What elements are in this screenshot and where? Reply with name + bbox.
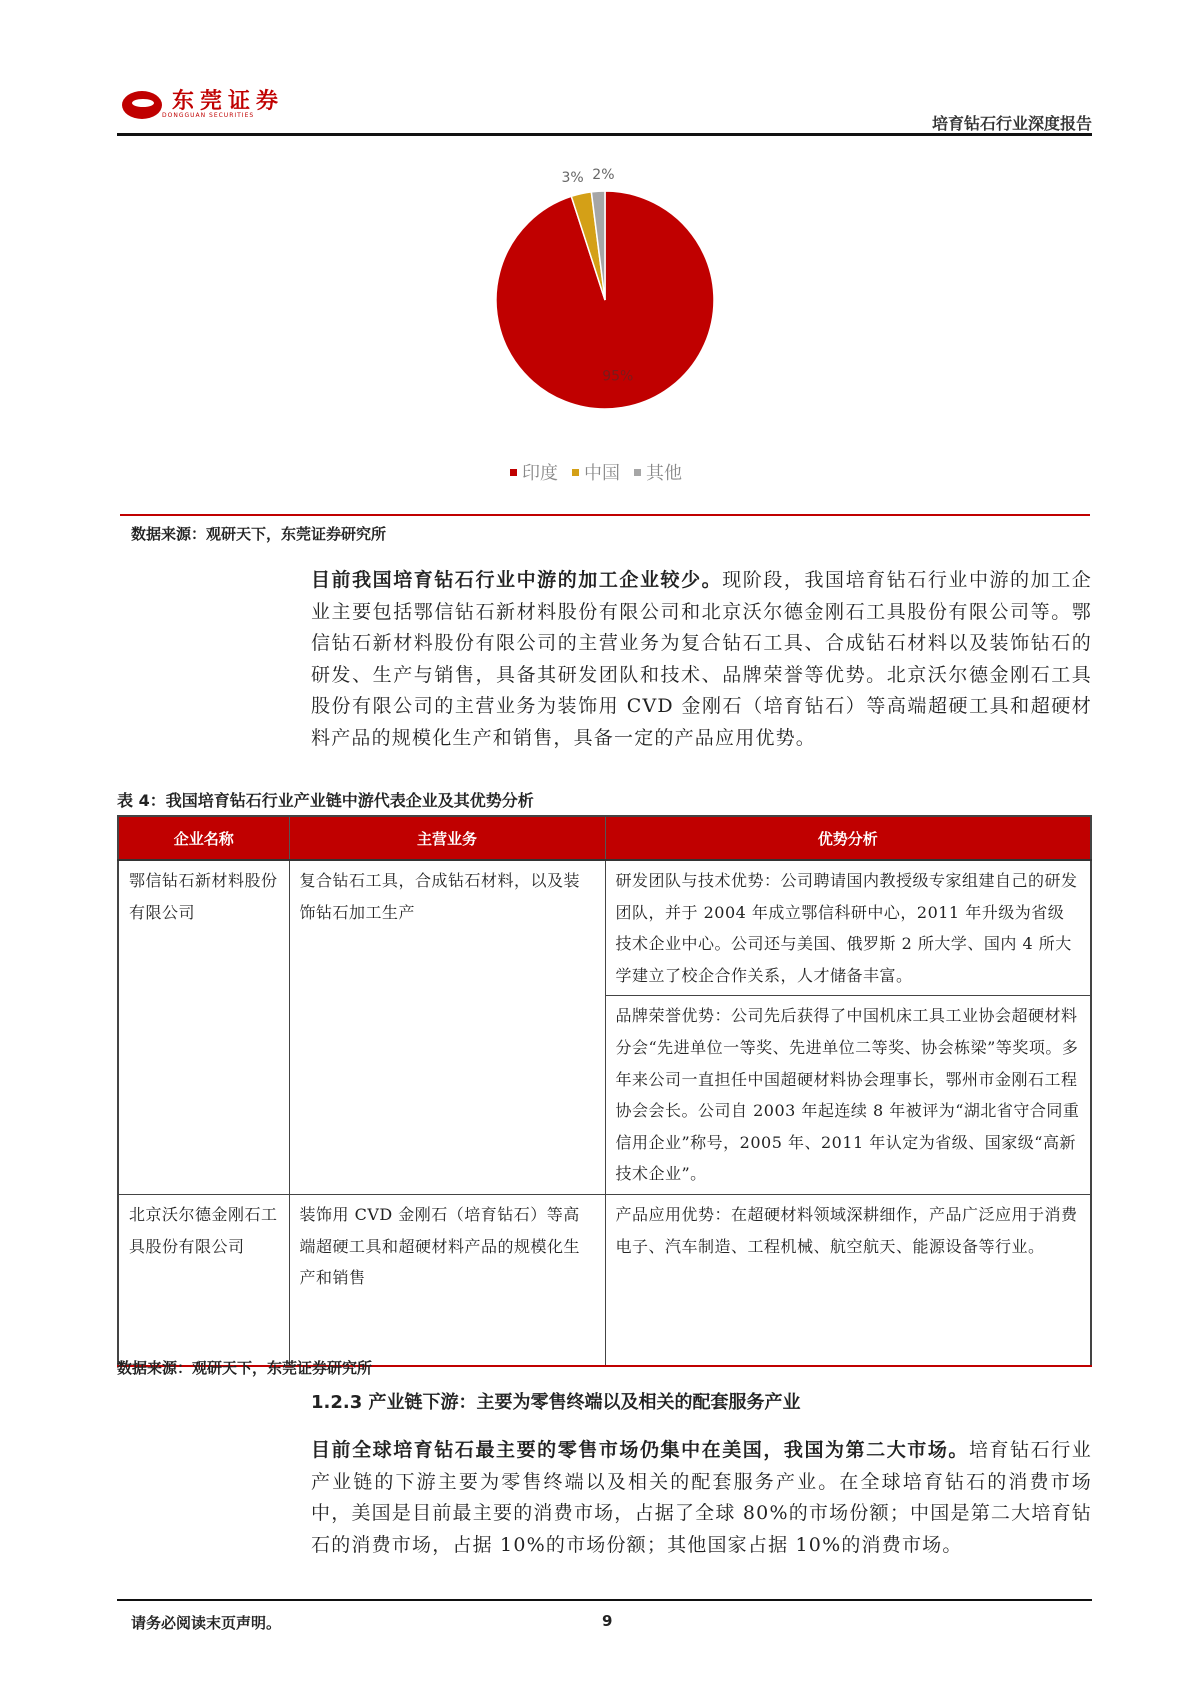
advantage-cell: 产品应用优势：在超硬材料领域深耕细作，产品广泛应用于消费电子、汽车制造、工程机械、航空航天、能源设备等行业。 xyxy=(605,1194,1091,1366)
column-header-business: 主营业务 xyxy=(289,816,605,860)
legend-label: 印度 xyxy=(522,463,558,484)
legend-item xyxy=(510,459,558,485)
page-number: 9 xyxy=(602,1612,613,1630)
column-header-advantages: 优势分析 xyxy=(605,816,1091,860)
legend-label: 中国 xyxy=(584,463,620,484)
brand-name: 东莞证券 xyxy=(172,88,285,114)
legend-swatch-icon xyxy=(510,469,517,476)
paragraph-body: 现阶段，我国培育钻石行业中游的加工企业主要包括鄂信钻石新材料股份有限公司和北京沃尔德金刚石工具股份有限公司等。鄂信钻石新材料股份有限公司的主营业务为复合钻石工具、合成钻石材料以及装饰钻石的研发、生产与销售，具备其研发团队和技术、品牌荣誉等优势。北京沃尔德金刚石工具股份有限公司的主营业务为装饰用 CVD 金刚石（培育钻石）等高端超硬工具和超硬材料产品的规模化生产和销售，具备一定的产品应用优势。 xyxy=(311,569,1092,749)
header-divider xyxy=(117,133,1092,136)
legend-item xyxy=(634,459,682,485)
brand-logo xyxy=(122,90,284,119)
company-cell: 鄂信钻石新材料股份有限公司 xyxy=(118,860,289,1194)
advantage-cell: 品牌荣誉优势：公司先后获得了中国机床工具工业协会超硬材料分会“先进单位一等奖、先进单位二等奖、协会栋梁”等奖项。多年来公司一直担任中国超硬材料协会理事长，鄂州市金刚石工程协会会长。公司自 2003 年起连续 8 年被评为“湖北省守合同重信用企业”称号，2005 年、2011 年认定为省级、国家级“高新技术企业”。 xyxy=(605,996,1091,1195)
chart-divider xyxy=(120,514,1090,516)
report-title: 培育钻石行业深度报告 xyxy=(931,114,1092,133)
pie-chart xyxy=(455,160,755,450)
business-cell: 装饰用 CVD 金刚石（培育钻石）等高端超硬工具和超硬材料产品的规模化生产和销售 xyxy=(289,1194,605,1366)
chart-source: 数据来源：观研天下，东莞证券研究所 xyxy=(131,525,387,543)
paragraph-lead: 目前全球培育钻石最主要的零售市场仍集中在美国，我国为第二大市场。 xyxy=(311,1439,969,1461)
section-heading: 1.2.3 产业链下游：主要为零售终端以及相关的配套服务产业 xyxy=(311,1392,801,1413)
footer-disclaimer: 请务必阅读末页声明。 xyxy=(131,1614,282,1632)
footer-divider xyxy=(117,1599,1092,1601)
paragraph-midstream xyxy=(311,565,1092,755)
brand-name-en: DONGGUAN SECURITIES xyxy=(162,112,255,119)
legend-item xyxy=(572,459,620,485)
pie-label-2: 2% xyxy=(592,167,615,184)
table-row xyxy=(118,860,1091,996)
business-cell: 复合钻石工具，合成钻石材料，以及装饰钻石加工生产 xyxy=(289,860,605,1194)
legend-swatch-icon xyxy=(634,469,641,476)
table-caption: 表 4：我国培育钻石行业产业链中游代表企业及其优势分析 xyxy=(117,791,534,810)
paragraph-downstream xyxy=(311,1435,1092,1561)
paragraph-lead: 目前我国培育钻石行业中游的加工企业较少。 xyxy=(311,569,723,591)
table-row xyxy=(118,1194,1091,1366)
legend-label: 其他 xyxy=(646,463,682,484)
logo-mark-icon xyxy=(122,91,162,119)
company-cell: 北京沃尔德金刚石工具股份有限公司 xyxy=(118,1194,289,1366)
legend-swatch-icon xyxy=(572,469,579,476)
paragraph-body: 培育钻石行业产业链的下游主要为零售终端以及相关的配套服务产业。在全球培育钻石的消费市场中，美国是目前最主要的消费市场，占据了全球 80%的市场份额；中国是第二大培育钻石的消费市场，占据 10%的市场份额；其他国家占据 10%的消费市场。 xyxy=(311,1439,1092,1556)
enterprise-table xyxy=(117,815,1092,1367)
chart-legend xyxy=(510,459,682,485)
table-source: 数据来源：观研天下，东莞证券研究所 xyxy=(117,1359,373,1377)
pie-label-1: 3% xyxy=(561,169,584,186)
pie-label-0: 95% xyxy=(602,368,634,385)
advantage-cell: 研发团队与技术优势：公司聘请国内教授级专家组建自己的研发团队，并于 2004 年成立鄂信科研中心，2011 年升级为省级技术企业中心。公司还与美国、俄罗斯 2 所大学、国内 4 所大学建立了校企合作关系，人才储备丰富。 xyxy=(605,860,1091,996)
column-header-company: 企业名称 xyxy=(118,816,289,860)
